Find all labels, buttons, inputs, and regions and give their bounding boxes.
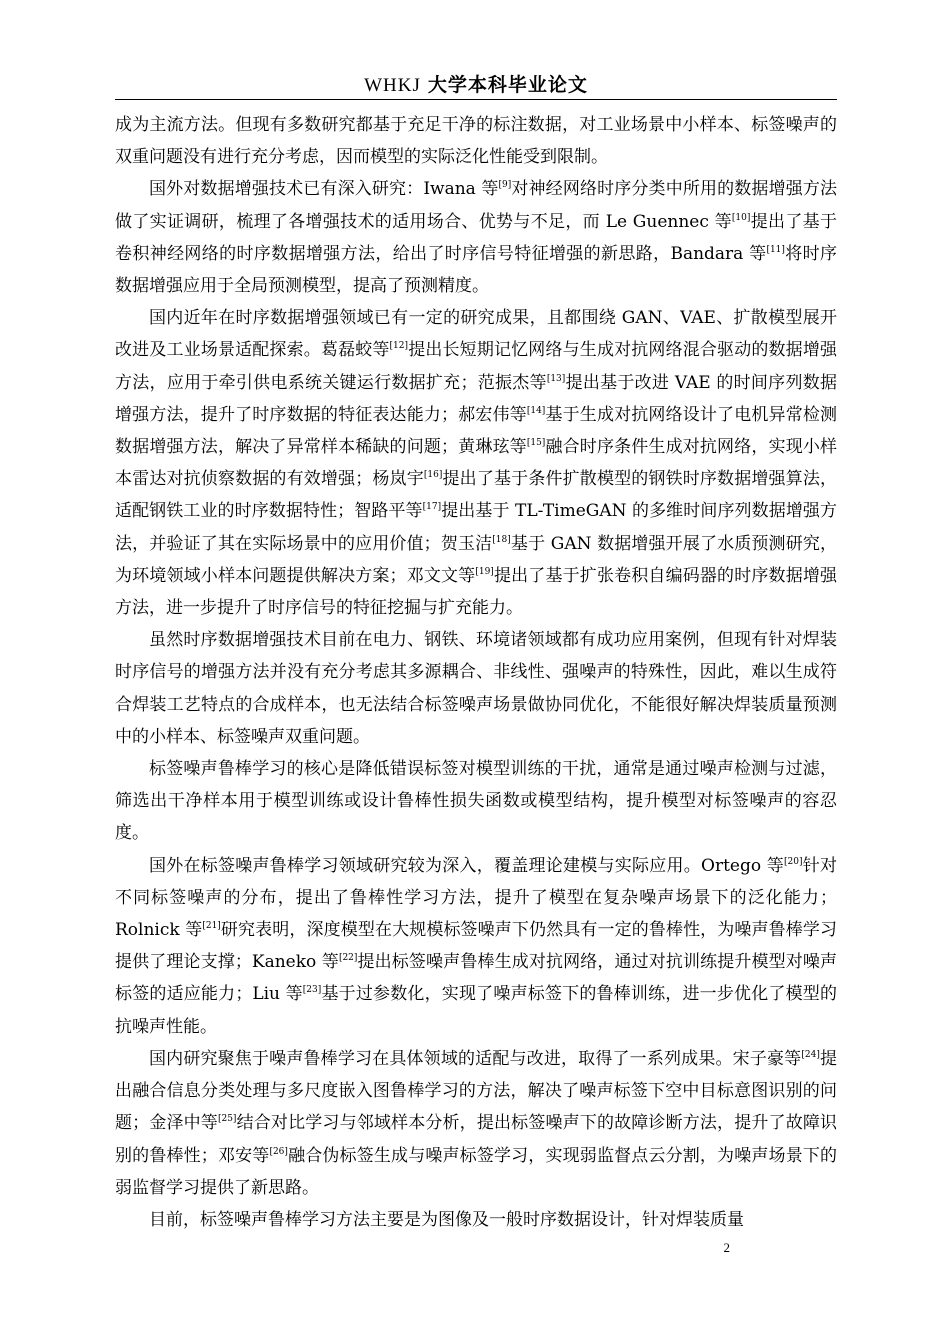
- citation-ref: [13]: [546, 373, 566, 384]
- text-run: 虽然时序数据增强技术目前在电力、钢铁、环境诸领域都有成功应用案例，但现有针对焊装时序信号的增强方法并没有充分考虑其多源耦合、非线性、强噪声的特殊性，因此，难以生成符合焊装工艺特点的合成样本，也无法结合标签噪声场景做协同优化，不能很好解决焊装质量预测中的小样本、标签噪声双重问题。: [115, 630, 837, 747]
- paragraph: [115, 753, 837, 850]
- paragraph: [115, 850, 837, 1043]
- paragraph: [115, 302, 837, 624]
- text-run: 目前，标签噪声鲁棒学习方法主要是为图像及一般时序数据设计，针对焊装质量: [149, 1209, 744, 1230]
- text-run: 国外对数据增强技术已有深入研究：Iwana 等: [149, 179, 499, 200]
- citation-ref: [16]: [423, 470, 443, 481]
- text-run: 提出基于改进 VAE 的时间序列数据增强方法，提升了时序数据的特征表达能力；郝宏伟等: [115, 372, 837, 425]
- citation-ref: [24]: [801, 1049, 820, 1060]
- citation-ref: [15]: [526, 438, 546, 449]
- text-run: 基于 GAN 数据增强开展了水质预测研究，为环境领域小样本问题提供解决方案；邓文文等: [115, 533, 838, 586]
- citation-ref: [26]: [269, 1146, 288, 1157]
- text-run: 提出融合信息分类处理与多尺度嵌入图鲁棒学习的方法，解决了噪声标签下空中目标意图识别的问题；金泽中等: [115, 1048, 838, 1134]
- citation-ref: [10]: [731, 212, 751, 223]
- paragraph: [115, 109, 837, 173]
- header-rule: [115, 99, 837, 100]
- citation-ref: [23]: [302, 985, 322, 996]
- paragraph: [115, 173, 837, 302]
- text-run: 基于生成对抗网络设计了电机异常检测数据增强方法，解决了异常样本稀缺的问题；黄琳玹等: [115, 404, 838, 458]
- paragraph: [115, 1204, 837, 1236]
- citation-ref: [19]: [475, 566, 494, 577]
- body-text: [115, 109, 837, 1236]
- header-title: 大学本科毕业论文: [427, 74, 588, 96]
- text-run: 提出标签噪声鲁棒生成对抗网络，通过对抗训练提升模型对噪声标签的适应能力；Liu 等: [115, 952, 837, 1005]
- citation-ref: [22]: [338, 953, 358, 964]
- text-run: 国外在标签噪声鲁棒学习领域研究较为深入，覆盖理论建模与实际应用。Ortego 等: [149, 855, 785, 876]
- citation-ref: [9]: [498, 180, 512, 191]
- text-run: 结合对比学习与邻域样本分析，提出标签噪声下的故障诊断方法，提升了故障识别的鲁棒性；邓安等: [115, 1113, 838, 1166]
- text-run: 提出长短期记忆网络与生成对抗网络混合驱动的数据增强方法，应用于牵引供电系统关键运行数据扩充；范振杰等: [115, 340, 838, 393]
- text-run: 成为主流方法。但现有多数研究都基于充足干净的标注数据，对工业场景中小样本、标签噪声的双重问题没有进行充分考虑，因而模型的实际泛化性能受到限制。: [115, 115, 837, 168]
- citation-ref: [20]: [784, 856, 803, 867]
- text-run: 将时序数据增强应用于全局预测模型，提高了预测精度。: [115, 243, 837, 297]
- text-run: 针对不同标签噪声的分布，提出了鲁棒性学习方法，提升了模型在复杂噪声场景下的泛化能力；Rolnick 等: [115, 855, 838, 941]
- page-number: 2: [723, 1240, 730, 1255]
- text-run: 对神经网络时序分类中所用的数据增强方法做了实证调研，梳理了各增强技术的适用场合、优势与不足，而 Le Guennec 等: [115, 179, 838, 232]
- text-run: 国内研究聚焦于噪声鲁棒学习在具体领域的适配与改进，取得了一系列成果。宋子豪等: [149, 1048, 802, 1069]
- text-run: 提出基于 TL-TimeGAN 的多维时间序列数据增强方法，并验证了其在实际场景中的应用价值；贺玉洁: [115, 501, 837, 554]
- citation-ref: [18]: [492, 534, 511, 545]
- text-run: 融合时序条件生成对抗网络，实现小样本雷达对抗侦察数据的有效增强；杨岚宇: [115, 437, 838, 490]
- text-run: 提出了基于条件扩散模型的钢铁时序数据增强算法，适配钢铁工业的时序数据特性；智路平等: [115, 469, 838, 522]
- citation-ref: [25]: [217, 1114, 237, 1125]
- citation-ref: [11]: [766, 244, 785, 255]
- page-header: [115, 72, 837, 98]
- citation-ref: [12]: [389, 341, 409, 352]
- text-run: 研究表明，深度模型在大规模标签噪声下仍然具有一定的鲁棒性，为噪声鲁棒学习提供了理论支撑；Kaneko 等: [115, 920, 837, 973]
- header-code: WHKJ: [364, 75, 421, 96]
- text-run: 提出了基于扩张卷积自编码器的时序数据增强方法，进一步提升了时序信号的特征挖掘与扩充能力。: [115, 565, 838, 619]
- text-run: 基于过参数化，实现了噪声标签下的鲁棒训练，进一步优化了模型的抗噪声性能。: [115, 984, 837, 1037]
- text-run: 提出了基于卷积神经网络的时序数据增强方法，给出了时序信号特征增强的新思路，Bandara 等: [115, 211, 837, 264]
- paragraph: [115, 1043, 837, 1204]
- text-run: 国内近年在时序数据增强领域已有一定的研究成果，且都围绕 GAN、VAE、扩散模型展开改进及工业场景适配探索。葛磊蛟等: [115, 308, 837, 361]
- citation-ref: [14]: [526, 405, 546, 416]
- citation-ref: [21]: [202, 921, 221, 932]
- text-run: 融合伪标签生成与噪声标签学习，实现弱监督点云分割，为噪声场景下的弱监督学习提供了新思路。: [115, 1145, 838, 1198]
- citation-ref: [17]: [422, 502, 442, 513]
- paragraph: [115, 624, 837, 753]
- text-run: 标签噪声鲁棒学习的核心是降低错误标签对模型训练的干扰，通常是通过噪声检测与过滤，筛选出干净样本用于模型训练或设计鲁棒性损失函数或模型结构，提升模型对标签噪声的容忍度。: [115, 759, 837, 844]
